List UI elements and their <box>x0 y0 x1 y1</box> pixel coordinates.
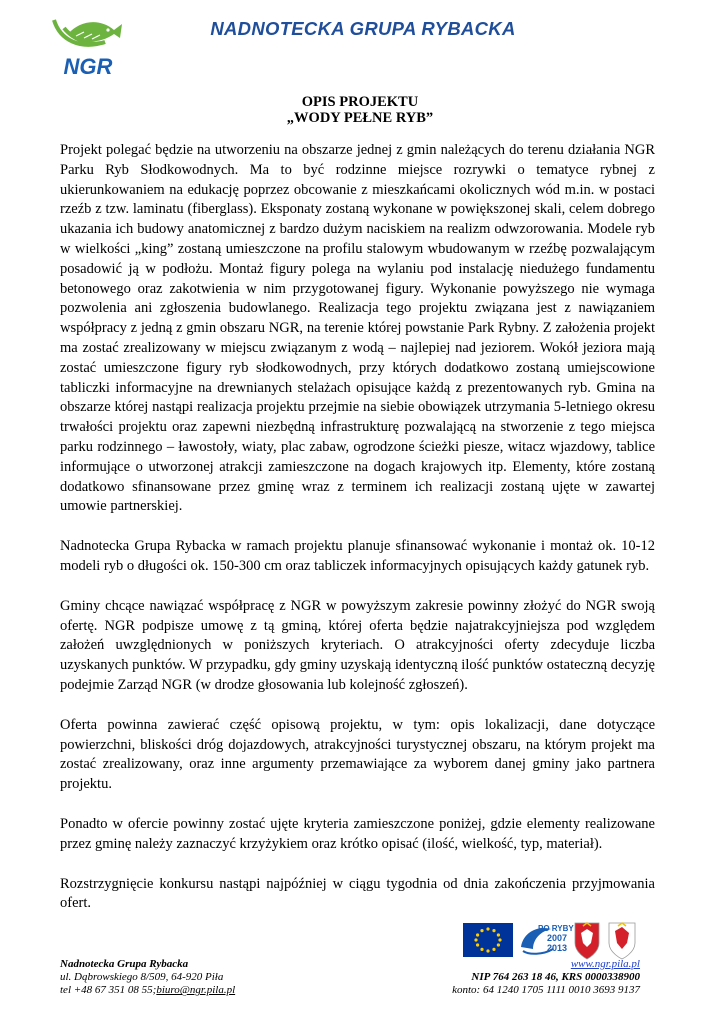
eu-flag-icon <box>463 923 513 957</box>
po-ryby-label: PO RYBY <box>538 924 574 933</box>
footer-company-info <box>452 958 640 998</box>
footer-contact <box>60 958 235 998</box>
paragraph: Projekt polegać będzie na utworzeniu na obszarze jednej z gmin należących do terenu działania NGR Parku Ryb Słodkowodnych. Ma to być rodzinne miejsce rozrywki o tematyce rybnej z ukierunkowaniem na edukację poprzez obcowanie z mieszkańcami okolicznych wód m.in. w postaci rzeźb z tzw. laminatu (fiberglass). Eksponaty zostaną wykonane w powiększonej skali, celem dobrego ukazania ich budowy anatomicznej z bardzo dużym naciskiem na realizm odwzorowania. Modele ryb w wielkości „king” zostaną umieszczone na profilu stalowym wbudowanym w rzeźbę pozwalającym posadowić ją w podłożu. Montaż figury polega na wylaniu pod instalację niedużego fundamentu betonowego oraz zakotwienia w nim przygotowanej figury. Wykonanie powyższego nie wymaga pozwolenia ani zgłoszenia budowlanego. Realizacja tego projektu związana jest z nawiązaniem współpracy z jedną z gmin obszaru NGR, na terenie której powstanie Park Rybny. Z założenia projekt ma zostać zrealizowany w miejscu związanym z wodą – najlepiej nad jeziorem. Wokół jeziora mają zostać umieszczone figury ryb słodkowodnych, przy których dodatkowo zostaną umiejscowione tabliczki informacyjne na drewnianych stelażach opisujące każdą z prezentowanych ryb. Gmina na obszarze której nastąpi realizacja projektu przejmie na siebie obowiązek utrzymania 5-letniego okresu trwałości projektu oraz zapewni niezbędną infrastrukturę pozwalającą na stworzenie z tego miejsca parku rodzinnego – ławostoły, wiaty, plac zabaw, ogrodzone ścieżki piesze, witacz wjazdowy, tablice informujące o utworzonej atrakcji zamieszczone na dogach krajowych itp. Elementy, które zostaną dodatkowo sfinansowane przez gminę wraz z terminem ich realizacji zostaną ujęte w zawartej umowie partnerskiej. <box>60 142 655 515</box>
footer-phone-email <box>60 984 235 997</box>
document-heading <box>60 94 660 126</box>
footer-org-name: Nadnotecka Grupa Rybacka <box>60 958 189 970</box>
po-ryby-logo <box>521 924 574 954</box>
paragraph: Oferta powinna zawierać część opisową projektu, w tym: opis lokalizacji, dane dotyczące powierzchni, bliskości dróg dojazdowych, atrakcyjności turystycznej obszaru, na którym projekt ma zostać zrealizowany, oraz inne argumenty przemawiające za wyborem danej gminy jako partnera projektu. <box>60 716 655 793</box>
footer-bank-account: konto: 64 1240 1705 1111 0010 3693 9137 <box>452 984 640 997</box>
heading-line-1: OPIS PROJEKTU <box>301 94 419 110</box>
paragraph: Rozstrzygnięcie konkursu nastąpi najpóźniej w ciągu tygodnia od dnia zakończenia przyjmowania ofert. <box>60 875 655 912</box>
po-ryby-year-end: 2013 <box>547 943 568 953</box>
footer-address: ul. Dąbrowskiego 8/509, 64-920 Piła <box>60 971 224 984</box>
footer-phone: tel +48 67 351 08 55; <box>60 984 157 997</box>
document-body <box>60 141 655 934</box>
ngr-logo <box>50 12 125 78</box>
paragraph: Nadnotecka Grupa Rybacka w ramach projektu planuje sfinansować wykonanie i montaż ok. 10-12 modeli ryb o długości ok. 150-300 cm oraz tabliczek informacyjnych opisujących każdy gatunek ryb. <box>60 538 655 574</box>
footer-logos <box>463 915 641 961</box>
footer-email-link[interactable]: biuro@ngr.pila.pl <box>156 984 236 997</box>
heading-line-2: „WODY PEŁNE RYB” <box>286 110 434 126</box>
logo-text: NGR <box>63 54 113 78</box>
footer-nip-krs: NIP 764 263 18 46, KRS 0000338900 <box>471 971 640 984</box>
footer-website-link[interactable]: www.ngr.pila.pl <box>570 958 640 970</box>
header-title: NADNOTECKA GRUPA RYBACKA <box>210 18 516 39</box>
paragraph: Gminy chcące nawiązać współpracę z NGR w powyższym zakresie powinny złożyć do NGR swoją ofertę. NGR podpisze umowę z tą gminą, której oferta będzie najatrakcyjniejsza pod względem założeń uwzględnionych w poniższych kryteriach. O atrakcyjności oferty zdecyduje liczba uzyskanych punktów. W przypadku, gdy gminy uzyskają identyczną ilość punktów ostateczną decyzję podejmie Zarząd NGR (w drodze głosowania lub kolejność zgłoszeń). <box>60 597 655 693</box>
paragraph: Ponadto w ofercie powinny zostać ujęte kryteria zamieszczone poniżej, gdzie elementy realizowane przez gminę należy zaznaczyć krzyżykiem oraz krótko opisać (ilość, wielkość, typ, materiał). <box>60 815 655 852</box>
zachodniopomorskie-crest-icon <box>609 923 635 959</box>
po-ryby-year-start: 2007 <box>547 933 568 943</box>
wielkopolska-crest-icon <box>575 923 599 959</box>
